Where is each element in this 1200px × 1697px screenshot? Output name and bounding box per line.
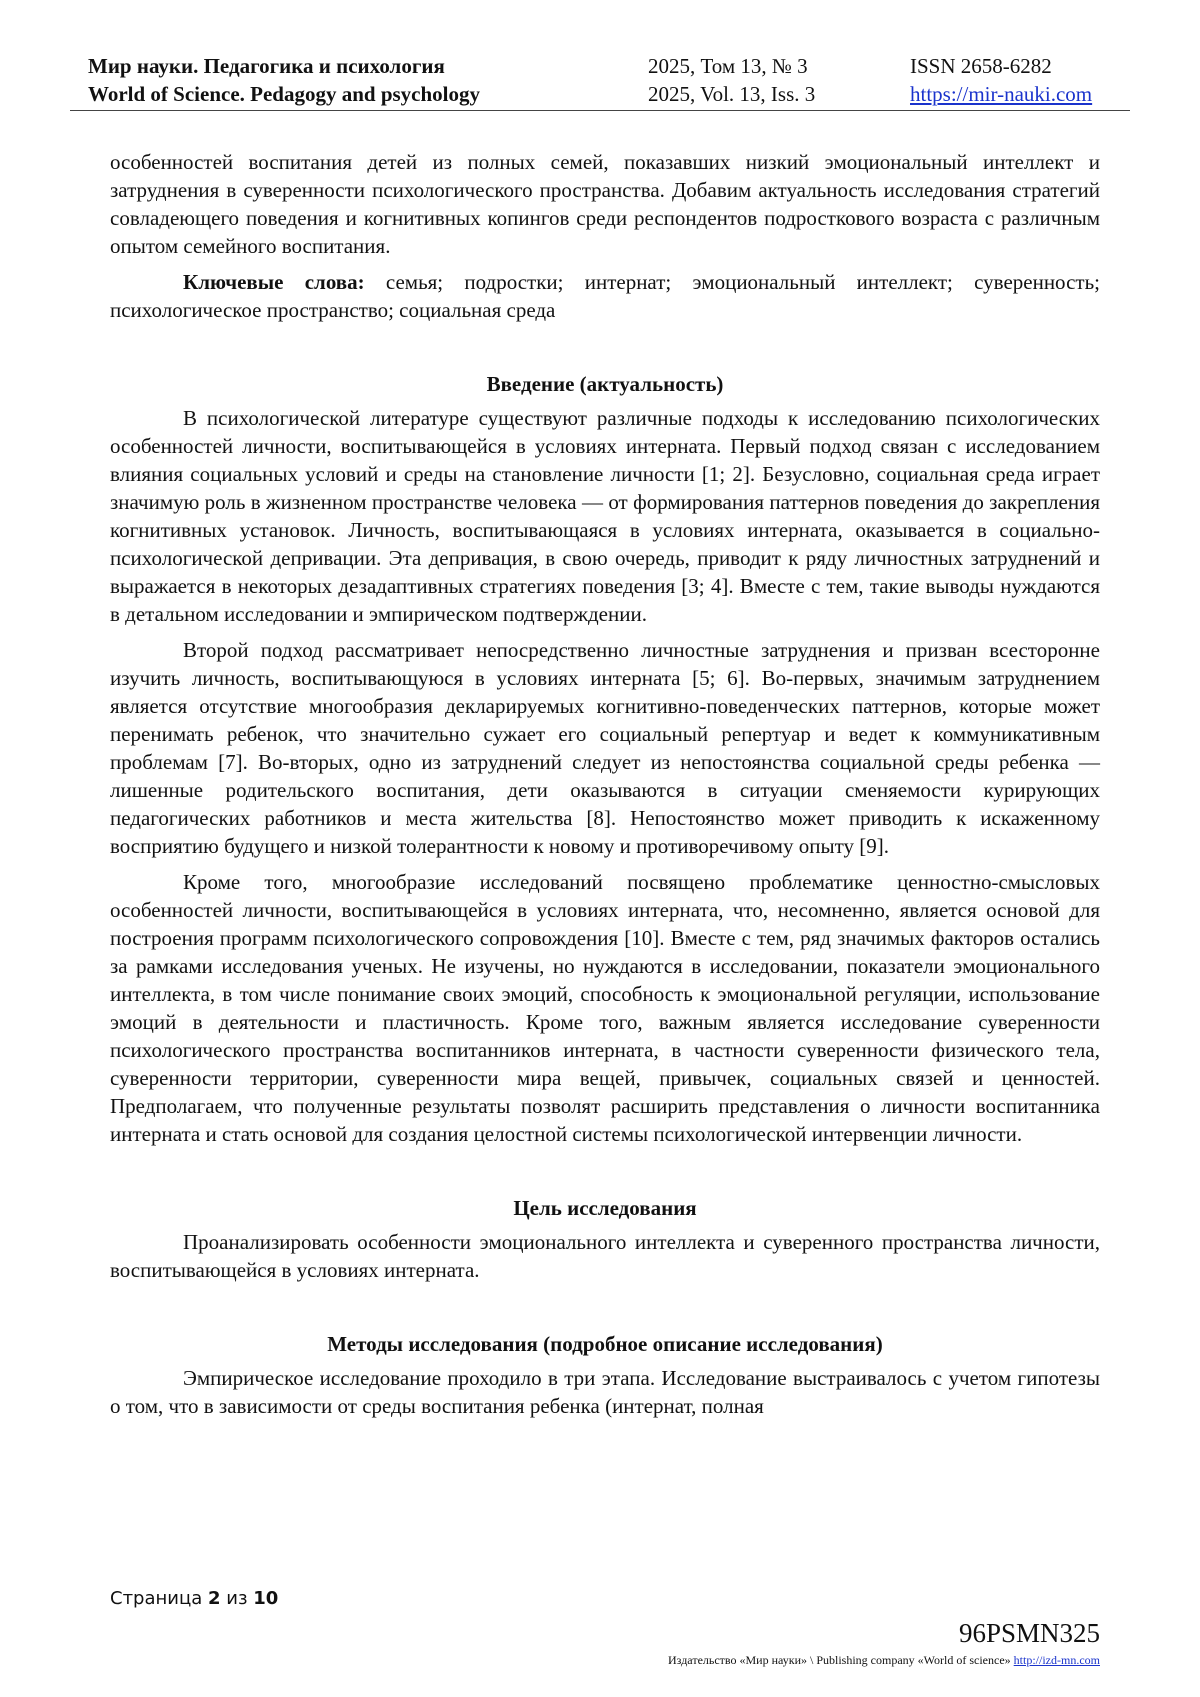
intro-paragraph-1: В психологической литературе существуют различные подходы к исследованию психологических особенностей личности, воспитывающейся в условиях интерната. Первый подход связан с исследованием влияния социальных условий и среды на становление личности [1; 2]. Безусловно, социальная среда играет значимую роль в жизненном пространстве человека — от формирования паттернов поведения до закрепления когнитивных установок. Личность, воспитывающаяся в условиях интерната, оказывается в социально-психологической депривации. Эта депривация, в свою очередь, приводит к ряду личностных затруднений и выражается в некоторых дезадаптивных стратегиях поведения [3; 4]. Вместе с тем, такие выводы нуждаются в детальном исследовании и эмпирическом подтверждении. — [110, 406, 1100, 626]
article-body — [110, 148, 1100, 1420]
publisher-url-link[interactable]: http://izd-mn.com — [1013, 1653, 1100, 1667]
issue-block — [648, 52, 815, 108]
page-total: 10 — [253, 1588, 279, 1609]
intro-paragraph-3: Кроме того, многообразие исследований посвящено проблематике ценностно-смысловых особенностей личности, воспитывающейся в условиях интерната, что, несомненно, является основой для построения программ психологического сопровождения [10]. Вместе с тем, ряд значимых факторов остались за рамками исследования ученых. Не изучены, но нуждаются в исследовании, показатели эмоционального интеллекта, в том числе понимание своих эмоций, способность к эмоциональной регуляции, использование эмоций в деятельности и пластичность. Кроме того, важным является исследование суверенности психологического пространства воспитанников интерната, в частности суверенности физического тела, суверенности территории, суверенности мира вещей, привычек, социальных связей и ценностей. Предполагаем, что полученные результаты позволят расширить представления о личности воспитанника интерната и стать основой для создания целостной системы психологической интервенции личности. — [110, 870, 1100, 1146]
page-label: Страница — [110, 1588, 203, 1609]
goal-heading: Цель исследования — [513, 1196, 697, 1220]
publisher-text: Издательство «Мир науки» \ Publishing company «World of science» — [668, 1653, 1011, 1667]
issue-ru: 2025, Том 13, № 3 — [648, 54, 808, 78]
methods-paragraph: Эмпирическое исследование проходило в три этапа. Исследование выстраивалось с учетом гипотезы о том, что в зависимости от среды воспитания ребенка (интернат, полная — [110, 1366, 1100, 1418]
journal-url-link[interactable]: https://mir-nauki.com — [910, 82, 1093, 106]
methods-heading: Методы исследования (подробное описание исследования) — [327, 1332, 883, 1356]
page-of: из — [226, 1588, 248, 1609]
journal-header — [70, 52, 1130, 111]
page-number — [110, 1588, 278, 1609]
journal-title-ru: Мир науки. Педагогика и психология — [88, 54, 445, 78]
keywords-label: Ключевые слова: — [183, 270, 365, 294]
issue-en: 2025, Vol. 13, Iss. 3 — [648, 82, 816, 106]
abstract-end-paragraph: особенностей воспитания детей из полных семей, показавших низкий эмоциональный интеллект и затруднения в суверенности психологического пространства. Добавим актуальность исследования стратегий совладеющего поведения и когнитивных копингов среди респондентов подросткового возраста с различным опытом семейного воспитания. — [110, 150, 1100, 258]
journal-title-block — [88, 52, 480, 108]
intro-heading: Введение (актуальность) — [486, 372, 724, 396]
publisher-line — [668, 1653, 1100, 1668]
journal-title-en: World of Science. Pedagogy and psychology — [88, 82, 481, 106]
issn: ISSN 2658-6282 — [910, 54, 1052, 78]
issn-block — [910, 52, 1092, 108]
goal-paragraph: Проанализировать особенности эмоционального интеллекта и суверенного пространства личности, воспитывающейся в условиях интерната. — [110, 1230, 1100, 1282]
keywords-text: семья; подростки; интернат; эмоциональный интеллект; суверенность; психологическое пространство; социальная среда — [110, 270, 1100, 322]
keywords-paragraph — [110, 268, 1100, 324]
article-code: 96PSMN325 — [958, 1618, 1100, 1648]
page-current: 2 — [208, 1588, 221, 1609]
intro-paragraph-2: Второй подход рассматривает непосредственно личностные затруднения и призван всесторонне изучить личность, воспитывающуюся в условиях интерната [5; 6]. Во-первых, значимым затруднением является отсутствие многообразия декларируемых когнитивно-поведенческих паттернов, которые может перенимать ребенок, что значительно сужает его социальный репертуар и ведет к коммуникативным проблемам [7]. Во-вторых, одно из затруднений следует из непостоянства социальной среды ребенка — лишенные родительского воспитания, дети оказываются в ситуации сменяемости курирующих педагогических работников и места жительства [8]. Непостоянство может приводить к искаженному восприятию будущего и низкой толерантности к новому и противоречивому опыту [9]. — [110, 638, 1100, 858]
